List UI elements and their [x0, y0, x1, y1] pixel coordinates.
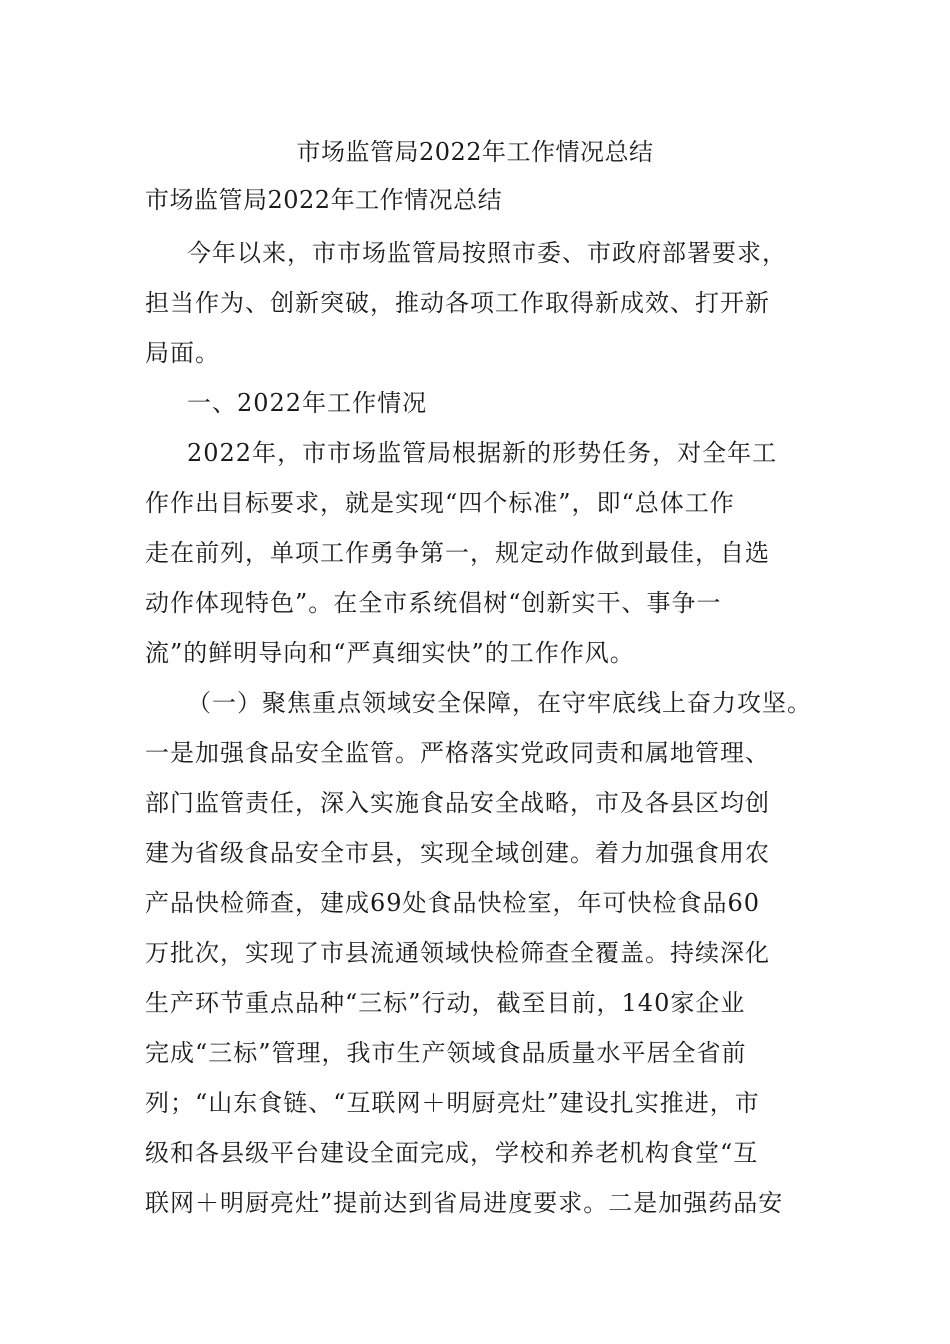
text-line: 走在前列，单项工作勇争第一，规定动作做到最佳，自选 [145, 539, 770, 567]
text-line: 流”的鲜明导向和“严真细实快”的工作作风。 [145, 639, 635, 667]
document-subtitle: 市场监管局2022年工作情况总结 [145, 186, 503, 214]
text-line: 列；“山东食链、“互联网＋明厨亮灶”建设扎实推进，市 [145, 1089, 760, 1117]
text-line: 2022年，市市场监管局根据新的形势任务，对全年工 [187, 439, 778, 467]
text-line: 产品快检筛查，建成69处食品快检室，年可快检食品60 [145, 889, 761, 917]
text-line: 动作体现特色”。在全市系统倡树“创新实干、事争一 [145, 589, 722, 617]
text-line: 完成“三标”管理，我市生产领域食品质量水平居全省前 [145, 1039, 747, 1067]
text-line: 部门监管责任，深入实施食品安全战略，市及各县区均创 [145, 789, 770, 817]
text-line: 担当作为、创新突破，推动各项工作取得新成效、打开新 [145, 289, 770, 317]
document-body [145, 228, 815, 1228]
subsection-heading: （一）聚焦重点领域安全保障，在守牢底线上奋力攻坚。 [187, 689, 812, 717]
text-line: 联网＋明厨亮灶”提前达到省局进度要求。二是加强药品安 [145, 1189, 784, 1217]
section-heading: 一、2022年工作情况 [187, 389, 428, 417]
text-line: 作作出目标要求，就是实现“四个标准”，即“总体工作 [145, 489, 735, 517]
text-line: 建为省级食品安全市县，实现全域创建。着力加强食用农 [145, 839, 770, 867]
text-line: 一是加强食品安全监管。严格落实党政同责和属地管理、 [145, 739, 770, 767]
text-line: 局面。 [145, 339, 220, 367]
document-title: 市场监管局2022年工作情况总结 [296, 138, 654, 166]
text-line: 生产环节重点品种“三标”行动，截至目前，140家企业 [145, 989, 746, 1017]
text-line: 今年以来，市市场监管局按照市委、市政府部署要求， [187, 239, 787, 267]
text-line: 万批次，实现了市县流通领域快检筛查全覆盖。持续深化 [145, 939, 770, 967]
text-line: 级和各县级平台建设全面完成，学校和养老机构食堂“互 [145, 1139, 759, 1167]
